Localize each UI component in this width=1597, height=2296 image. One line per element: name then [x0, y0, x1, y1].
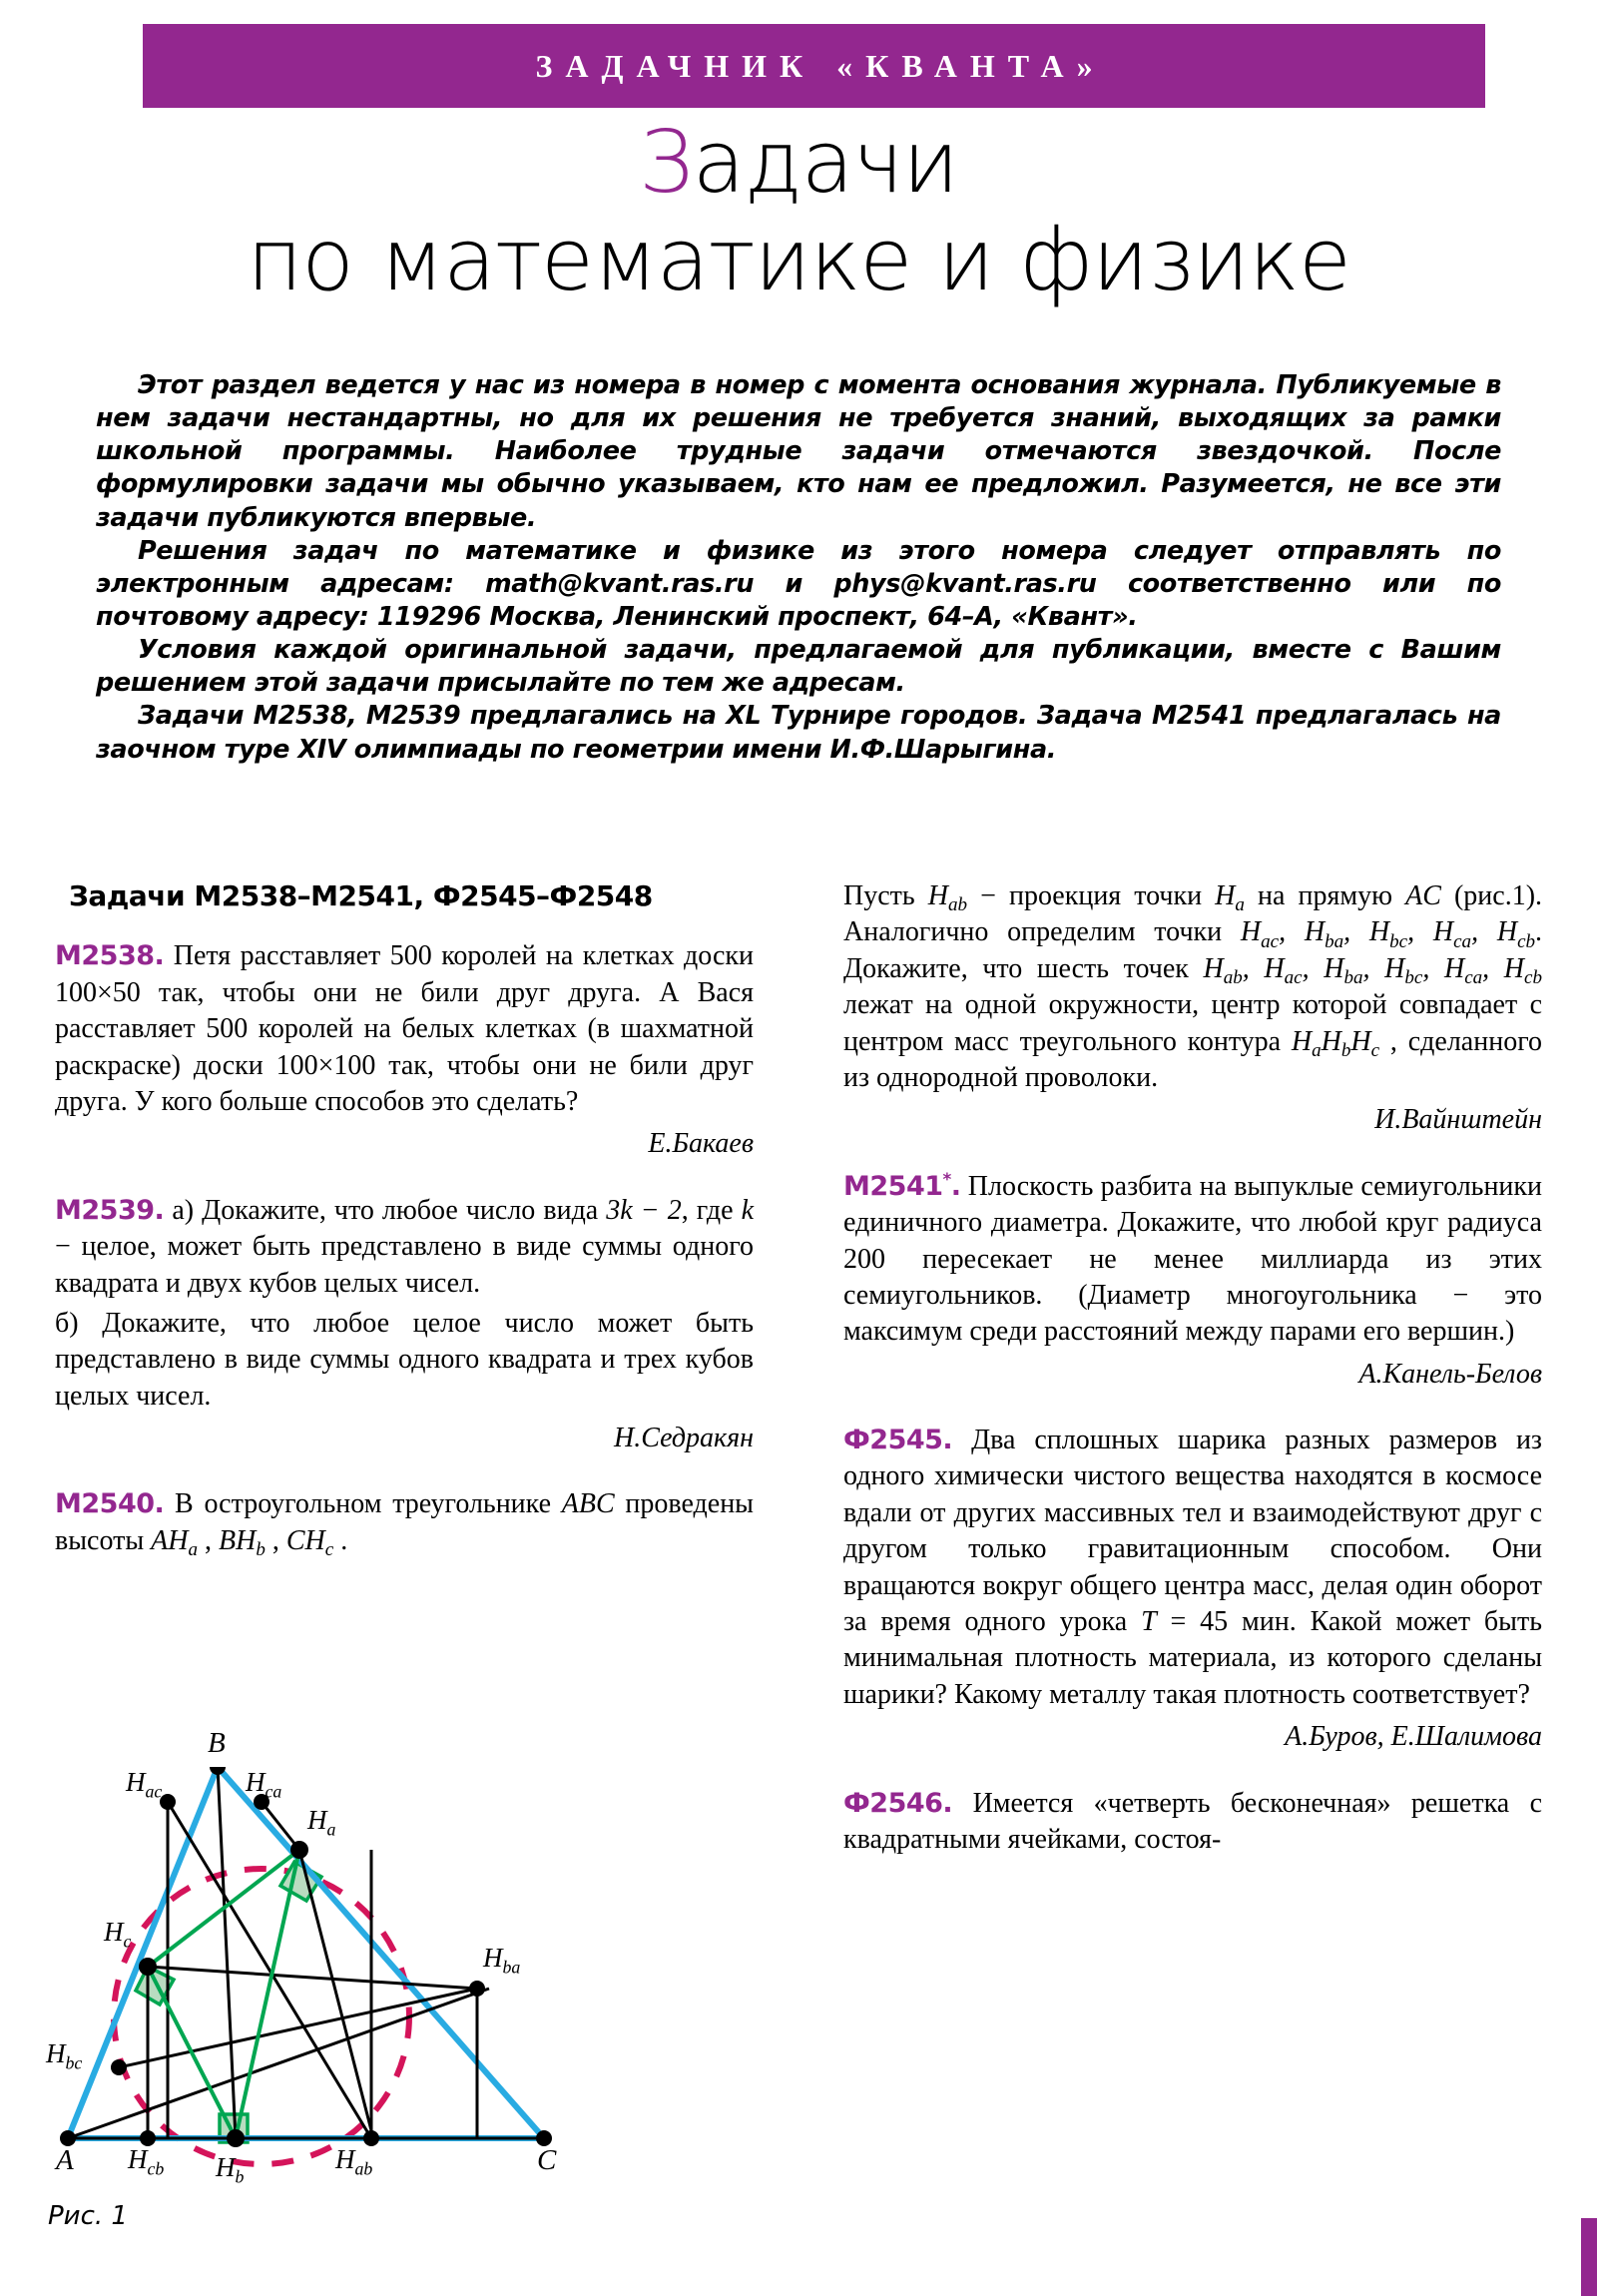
problem-m2541-star: *	[942, 1168, 951, 1189]
problem-number-f2545: Ф2545.	[843, 1425, 953, 1456]
intro-block	[96, 369, 1501, 767]
problem-m2538-math-1: 100×50	[55, 976, 141, 1008]
problem-m2540	[55, 1486, 754, 1559]
problem-m2539-text-3: − целое, может быть представлено в виде суммы одного квадрата и двух кубов целых чисел.	[55, 1231, 754, 1299]
m2540-cont-1: Пусть	[843, 880, 928, 911]
problem-m2539-math-1: 3k − 2	[606, 1194, 682, 1226]
problem-m2540-math-chc: $CH_c$	[285, 1524, 334, 1561]
construction-lines	[68, 1767, 544, 2138]
problem-m2540-math-abc: ABC	[561, 1488, 615, 1520]
problem-m2540-text-5: .	[333, 1524, 348, 1556]
figure-label-hc: $H_c$	[104, 1917, 132, 1952]
problem-m2539-text-1: а) Докажите, что любое число вида	[172, 1194, 607, 1226]
figure-label-hcb: $H_{cb}$	[128, 2144, 165, 2179]
section-heading: Задачи М2538–М2541, Ф2545–Ф2548	[69, 879, 653, 912]
problem-m2540-math-aha: $AH_a$	[151, 1524, 198, 1561]
figure-label-hca: $H_{ca}$	[246, 1767, 282, 1802]
problem-f2546	[843, 1786, 1542, 1859]
problem-f2545	[843, 1423, 1542, 1713]
m2540-cont-7: , сделанного из однородной проволоки.	[843, 1025, 1542, 1093]
m2540-cont-contour: $H_aH_bH_c$	[1291, 1025, 1380, 1061]
m2540-cont-h-a: $H_a$	[1215, 880, 1245, 916]
problem-m2539-math-2: k	[741, 1194, 755, 1226]
problem-m2540-text-4: ,	[265, 1524, 286, 1556]
page-title-rest: адачи	[692, 113, 958, 213]
problem-number-f2546: Ф2546.	[843, 1787, 953, 1819]
page-title-accent-letter: З	[639, 113, 693, 213]
problem-number-m2539: M2539.	[55, 1194, 165, 1226]
problem-f2546-text: Имеется «четверть бесконечная» решетка с квадратными ячейками, состоя-	[843, 1787, 1542, 1855]
problem-m2539	[55, 1193, 754, 1302]
figure-label-hba: $H_{ba}$	[483, 1943, 521, 1978]
problem-m2540-text-2: проведены высоты	[55, 1488, 754, 1556]
problem-f2545-text-2: = 45 мин. Какой может быть минимальная плотность материала, из которого сделаны шарики? Какому металлу такая плотность соответствует?	[843, 1606, 1542, 1710]
figure-label-hbc: $H_{bc}$	[46, 2038, 83, 2073]
figure-label-hac: $H_{ac}$	[126, 1767, 163, 1802]
intro-paragraph-3: Условия каждой оригинальной задачи, предлагаемой для публикации, вместе с Вашим решением этой задачи присылайте по тем же адресам.	[96, 635, 1501, 699]
triangle-abc-sides	[68, 1767, 544, 2138]
m2540-cont-h-ab: $H_{ab}$	[927, 880, 968, 916]
m2540-cont-3: на прямую	[1244, 880, 1406, 911]
problem-m2538-text-3: так, чтобы они не били друг друга. У кого больше способов это сделать?	[55, 1049, 755, 1117]
problem-m2538-text-2: так, чтобы они не били друг друга. А Вася расставляет 500 королей на белых клетках (в шахматной раскраске) доски	[55, 976, 754, 1081]
author-f2545: А.Буров, Е.Шалимова	[1285, 1721, 1542, 1753]
banner-title: ЗАДАЧНИК «КВАНТА»	[535, 48, 1106, 84]
intro-paragraph-4: Задачи М2538, М2539 предлагались на XL Турнире городов. Задача М2541 предлагалась на заочном туре XIV олимпиады по геометрии имени И.Ф.Шарыгина.	[96, 701, 1501, 765]
m2540-cont-2: − проекция точки	[967, 880, 1216, 911]
m2540-cont-points-list: $H_{ac}$, $H_{ba}$, $H_{bc}$, $H_{ca}$, $H_{cb}$	[1240, 916, 1536, 952]
m2540-cont-ac: AC	[1405, 880, 1441, 911]
page-title-line-2: по математике и физике	[247, 211, 1350, 310]
figure-label-b: B	[208, 1727, 226, 1759]
problem-m2539-text-2: , где	[681, 1194, 742, 1226]
figure-label-a: A	[56, 2144, 74, 2176]
author-m2538: Е.Бакаев	[648, 1128, 754, 1160]
m2540-cont-4: (рис.1). Аналогично определим точки	[843, 880, 1543, 948]
problem-m2538	[55, 938, 754, 1120]
problem-m2538-text-1: Петя расставляет 500 королей на клетках доски	[173, 940, 755, 972]
problem-m2540-text-1: В остроугольном треугольнике	[175, 1488, 562, 1520]
author-m2541: А.Канель-Белов	[1358, 1358, 1542, 1390]
problem-m2540-continued	[843, 878, 1542, 1096]
page-title	[0, 113, 1597, 310]
problem-m2538-math-2: 100×100	[275, 1049, 376, 1081]
problem-number-m2538: M2538.	[55, 940, 165, 972]
m2540-cont-5: . Докажите, что шесть точек	[843, 916, 1543, 984]
m2540-cont-6: лежат на одной окружности, центр которой совпадает с центром масс треугольного контура	[843, 989, 1542, 1057]
problem-m2540-math-bhb: $BH_b$	[218, 1524, 266, 1561]
figure-label-ha: $H_a$	[307, 1805, 336, 1840]
column-left	[55, 878, 754, 1563]
problem-m2541-text: Плоскость разбита на выпуклые семиугольники единичного диаметра. Докажите, что любой круг радиуса 200 пересекает не менее миллиарда из этих семиугольников. (Диаметр многоугольника − это максимум среди расстояний между парами его вершин.)	[843, 1170, 1543, 1348]
intro-paragraph-1: Этот раздел ведется у нас из номера в номер с момента основания журнала. Публикуемые в нем задачи нестандартны, но для их решения не требуется знаний, выходящих за рамки школьной программы. Наиболее трудные задачи отмечаются звездочкой. После формулировки задачи мы обычно указываем, кто нам ее предложил. Разумеется, не все эти задачи публикуются впервые.	[96, 370, 1501, 533]
intro-paragraph-2: Решения задач по математике и физике из этого номера следует отправлять по электронным адресам: math@kvant.ras.ru и phys@kvant.ras.ru соответственно или по почтовому адресу: 119296 Москва, Ленинский проспект, 64–А, «Квант».	[96, 535, 1501, 632]
figure-label-hb: $H_b$	[216, 2152, 245, 2187]
page-title-line-1	[0, 113, 1597, 213]
figure-caption: Рис. 1	[48, 2201, 128, 2231]
figure-ris-1	[40, 1727, 579, 2196]
author-m2540: И.Вайнштейн	[1374, 1104, 1542, 1136]
author-m2539: Н.Седракян	[614, 1423, 754, 1454]
problem-f2545-math-t: T	[1141, 1606, 1157, 1638]
figure-label-c: C	[537, 2144, 557, 2176]
problem-m2539-part-b: б) Докажите, что любое целое число может быть представлено в виде суммы одного квадрата и трех кубов целых чисел.	[55, 1307, 754, 1412]
problem-number-m2540: M2540.	[55, 1488, 165, 1520]
problem-m2541	[843, 1169, 1542, 1351]
column-right	[843, 878, 1542, 1862]
section-banner	[143, 24, 1485, 108]
problem-m2540-text-3: ,	[197, 1524, 219, 1556]
figure-label-hab: $H_{ab}$	[335, 2144, 373, 2179]
problem-f2545-text-1: Два сплошных шарика разных размеров из одного химически чистого вещества находятся в космосе вдали от других массивных тел и взаимодействуют друг с другом только гравитационным способом. Они вращаются вокруг общего центра масс, делая один оборот за время одного урока	[843, 1425, 1542, 1638]
problem-number-m2541: M2541*.	[843, 1168, 961, 1202]
page-edge-marker	[1581, 2218, 1597, 2296]
m2540-cont-points-list-2: $H_{ab}$, $H_{ac}$, $H_{ba}$, $H_{bc}$, $H_{ca}$, $H_{cb}$	[1203, 952, 1542, 989]
